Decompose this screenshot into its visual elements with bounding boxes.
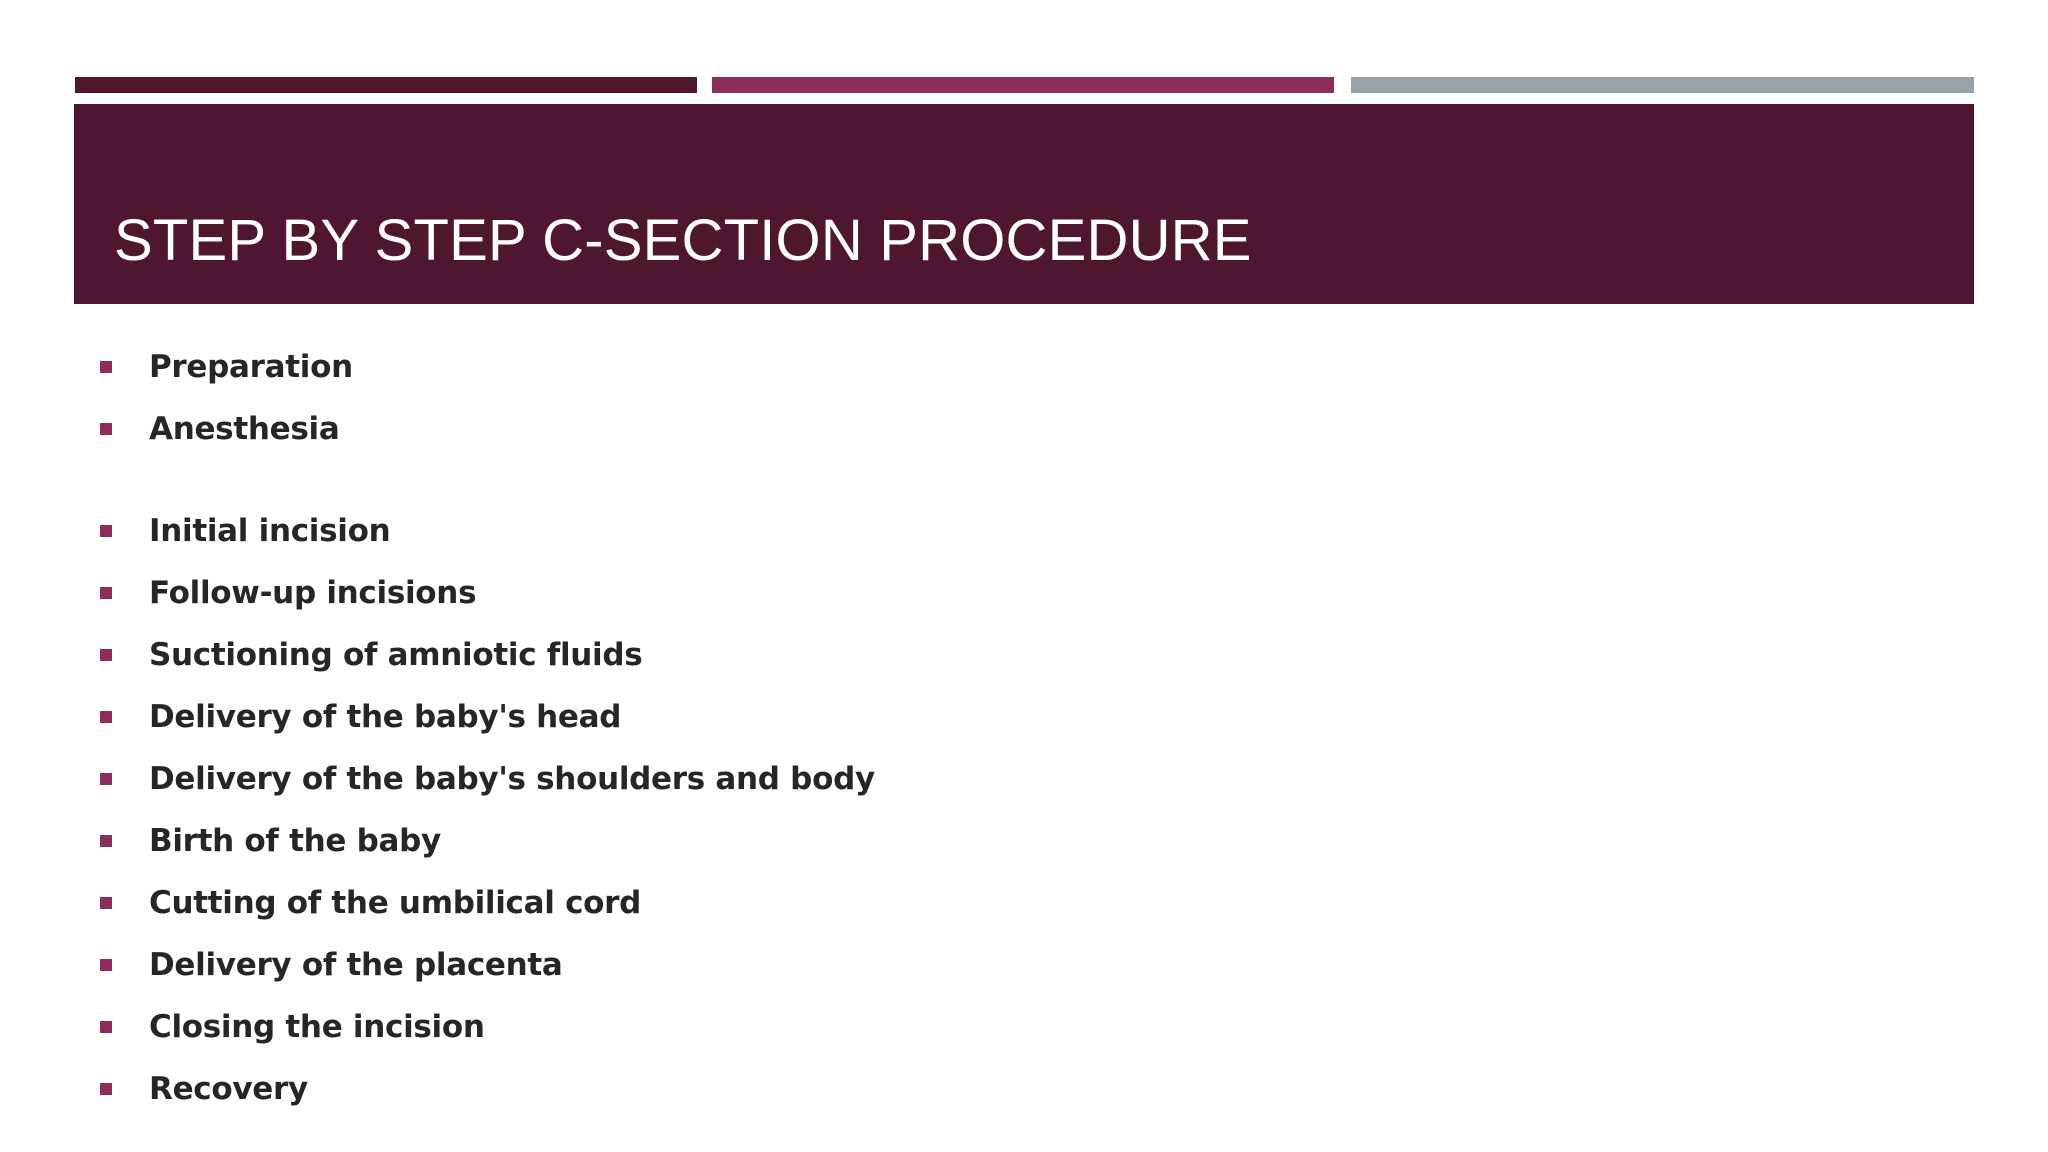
square-bullet-icon [100,649,112,661]
list-item [100,819,441,863]
square-bullet-icon [100,1083,112,1095]
step-label: Birth of the baby [149,823,441,859]
step-label: Follow-up incisions [149,575,477,611]
step-label: Delivery of the baby's shoulders and body [149,761,875,797]
list-item [100,407,339,451]
square-bullet-icon [100,835,112,847]
step-label: Anesthesia [149,411,340,447]
list-item [100,509,390,553]
accent-bar-magenta [712,77,1334,93]
accent-bar-gray [1351,77,1974,93]
square-bullet-icon [100,423,112,435]
step-label: Delivery of the placenta [149,947,563,983]
list-item [100,633,642,677]
step-label: Preparation [149,349,353,385]
square-bullet-icon [100,361,112,373]
list-item [100,571,476,615]
list-item [100,757,875,801]
accent-bar-dark [75,77,697,93]
list-item [100,881,641,925]
square-bullet-icon [100,773,112,785]
step-label: Delivery of the baby's head [149,699,622,735]
square-bullet-icon [100,587,112,599]
slide-title: STEP BY STEP C-SECTION PROCEDURE [114,208,1252,273]
square-bullet-icon [100,525,112,537]
step-label: Closing the incision [149,1009,485,1045]
square-bullet-icon [100,959,112,971]
step-label: Suctioning of amniotic fluids [149,637,643,673]
list-item [100,1005,485,1049]
list-item [100,345,353,389]
square-bullet-icon [100,711,112,723]
square-bullet-icon [100,1021,112,1033]
list-item [100,1067,308,1111]
list-item [100,695,621,739]
step-label: Cutting of the umbilical cord [149,885,642,921]
list-item [100,943,563,987]
step-label: Initial incision [149,513,391,549]
square-bullet-icon [100,897,112,909]
step-label: Recovery [149,1071,308,1107]
title-banner [74,104,1974,304]
